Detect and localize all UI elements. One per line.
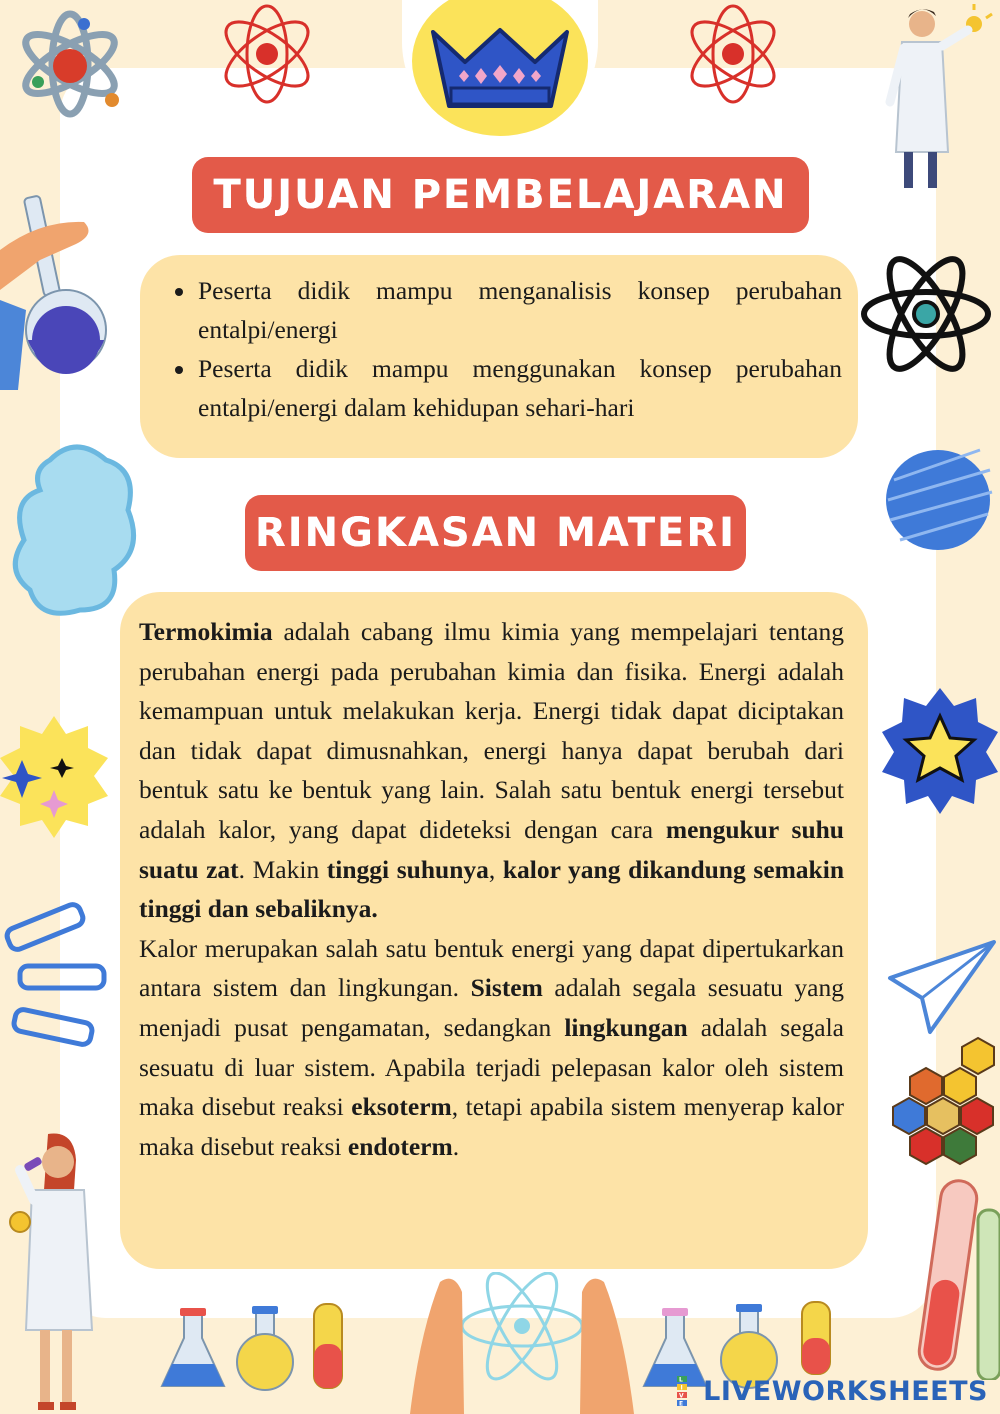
scribble-bars-icon (0, 900, 110, 1060)
scientist-icon (4, 1130, 104, 1414)
term-eksoterm: eksoterm (351, 1092, 452, 1122)
atom-icon (680, 2, 786, 106)
summary-paragraph-2 (139, 929, 844, 1167)
crown-icon (425, 26, 575, 112)
test-tube-icon (796, 1298, 836, 1378)
objectives-title: TUJUAN PEMBELAJARAN (213, 172, 788, 218)
svg-text:E: E (679, 1400, 684, 1406)
term-lingkungan: lingkungan (564, 1012, 688, 1042)
list-item: • Peserta didik mampu menggunakan konsep perubahan entalpi/energi dalam kehidupan sehari-hari (197, 349, 842, 427)
summary-banner (245, 495, 746, 571)
test-tube-icon (900, 1170, 1000, 1380)
atom-icon (858, 248, 994, 378)
atom-icon (214, 2, 320, 106)
term-endoterm: endoterm (347, 1131, 453, 1161)
text-span: . (452, 1131, 460, 1161)
flask-icon (158, 1308, 228, 1392)
text-span: , (488, 854, 503, 884)
text-span: adalah cabang ilmu kimia yang mempelajari tentang perubahan energi pada perubahan kimia dan fisika. Energi adalah kemampuan untuk melakukan kerja. Energi tidak dapat diciptakan dan tidak dapat dimusnahkan, energi hanya dapat berubah dari bentuk satu ke bentuk yang lain. Salah satu bentuk energi tersebut adalah kalor, yang dapat dideteksi dengan cara (139, 617, 844, 844)
summary-title: RINGKASAN MATERI (254, 510, 737, 556)
hands-atom-icon (410, 1272, 634, 1414)
liveworksheets-logo-icon (677, 1376, 699, 1406)
list-item: • Peserta didik mampu menganalisis konsep perubahan entalpi/energi (197, 271, 842, 349)
svg-text:I: I (680, 1384, 683, 1392)
text-span: adalah segala sesuatu yang menjadi pusat pengamatan, sedangkan (139, 973, 844, 1042)
paper-plane-icon (886, 936, 998, 1036)
term-bold: tinggi suhunya (326, 854, 489, 884)
summary-text (120, 592, 868, 1166)
liveworksheets-watermark[interactable] (677, 1374, 988, 1408)
summary-paragraph-1 (139, 612, 844, 929)
term-sistem: Sistem (470, 973, 543, 1003)
svg-text:L: L (679, 1376, 683, 1384)
flask-icon (0, 190, 112, 390)
svg-text:V: V (679, 1392, 684, 1400)
star-icon (880, 686, 1000, 814)
objectives-list (140, 255, 858, 427)
term-termokimia: Termokimia (139, 617, 273, 646)
text-span: , tetapi apabila sistem menyerap kalor maka disebut reaksi (139, 1092, 844, 1161)
term-bold: mengukur suhu suatu zat (139, 814, 844, 884)
star-icon (0, 712, 108, 842)
text-span: adalah segala sesuatu di luar sistem. Apabila terjadi pelepasan kalor oleh sistem maka disebut reaksi (139, 1012, 844, 1122)
test-tube-icon (308, 1300, 348, 1392)
watermark-text: LIVEWORKSHEETS (703, 1375, 988, 1407)
summary-card (120, 592, 868, 1269)
term-bold: kalor yang dikandung semakin tinggi dan sebaliknya. (139, 854, 845, 924)
objectives-card (140, 255, 858, 458)
text-span: . Makin (238, 854, 327, 884)
flask-icon (232, 1306, 298, 1392)
hexagon-molecule-icon (884, 1034, 1000, 1170)
scientist-icon (882, 2, 994, 192)
atom-icon (14, 10, 126, 118)
objectives-banner (192, 157, 809, 233)
text-span: Kalor merupakan salah satu bentuk energi yang dapat dipertukarkan antara sistem dan lingkungan. (139, 933, 844, 1003)
blue-scribble-icon (880, 440, 996, 560)
